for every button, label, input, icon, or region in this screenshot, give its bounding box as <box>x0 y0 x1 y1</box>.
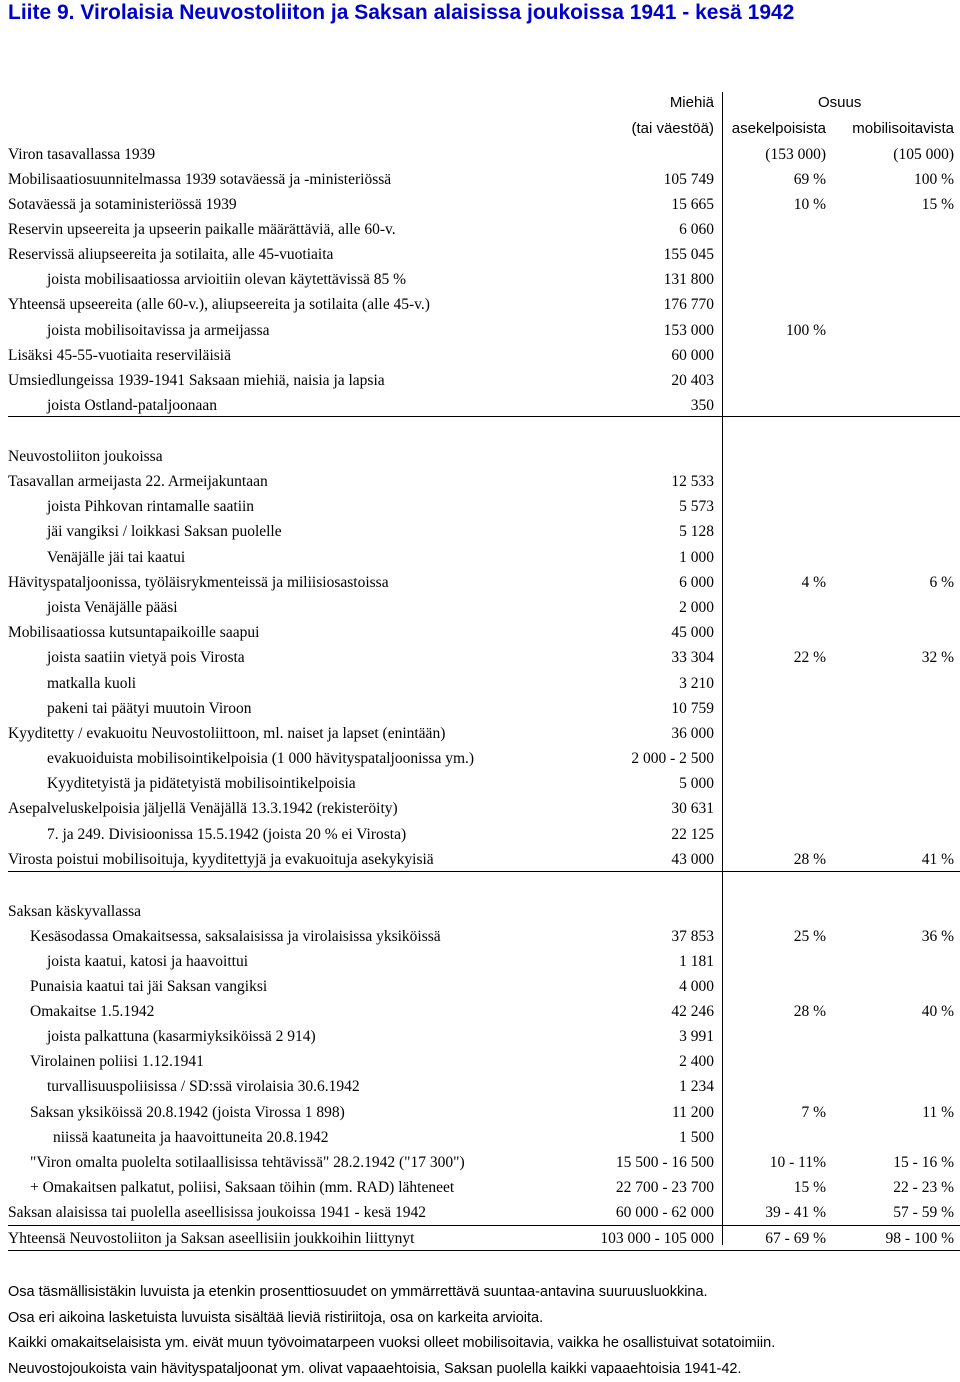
row-label: Virolainen poliisi 1.12.1941 <box>30 1052 204 1072</box>
armable-share: 10 - 11% <box>770 1153 826 1173</box>
row-label: evakuoiduista mobilisointikelpoisia (1 000 hävityspataljoonissa ym.) <box>47 749 474 769</box>
table-row <box>0 1178 960 1198</box>
table-row <box>0 952 960 972</box>
row-label: jäi vangiksi / loikkasi Saksan puolelle <box>47 522 282 542</box>
row-label: joista kaatui, katosi ja haavoittui <box>47 952 248 972</box>
row-label: Sotaväessä ja sotaministeriössä 1939 <box>8 195 237 215</box>
table-row <box>0 648 960 668</box>
men-value: 103 000 - 105 000 <box>600 1229 714 1249</box>
row-label: Mobilisaatiosuunnitelmassa 1939 sotaväessä ja -ministeriössä <box>8 170 391 190</box>
row-label: Reservin upseereita ja upseerin paikalle määrättäviä, alle 60-v. <box>8 220 396 240</box>
mobilizable-share: 36 % <box>922 927 954 947</box>
footnote: Osa täsmällisistäkin luvuista ja etenkin prosenttiosuudet on ymmärrettävä suuntaa-antavina suuruusluokkina. <box>8 1280 775 1306</box>
table-row <box>0 522 960 542</box>
men-value: 2 000 - 2 500 <box>631 749 714 769</box>
men-value: 5 128 <box>679 522 714 542</box>
row-label: Yhteensä Neuvostoliiton ja Saksan aseellisiin joukkoihin liittynyt <box>8 1229 414 1249</box>
header-men-sub: (tai väestöä) <box>631 120 714 137</box>
row-label: joista mobilisoitavissa ja armeijassa <box>47 321 270 341</box>
row-label: "Viron omalta puolelta sotilaallisissa tehtävissä" 28.2.1942 ("17 300") <box>30 1153 465 1173</box>
header-share: Osuus <box>818 94 861 111</box>
table-row <box>0 396 960 416</box>
row-label: joista saatiin vietyä pois Virosta <box>47 648 245 668</box>
table-row <box>0 674 960 694</box>
row-label: joista mobilisaatiossa arvioitiin olevan käytettävissä 85 % <box>47 270 406 290</box>
table-row <box>0 371 960 391</box>
mobilizable-share: 98 - 100 % <box>886 1229 954 1249</box>
armable-share: 69 % <box>794 170 826 190</box>
men-value: 22 700 - 23 700 <box>616 1178 714 1198</box>
row-label: Punaisia kaatui tai jäi Saksan vangiksi <box>30 977 267 997</box>
table-row <box>0 623 960 643</box>
men-value: 60 000 - 62 000 <box>616 1203 714 1223</box>
row-label: 7. ja 249. Divisioonissa 15.5.1942 (joista 20 % ei Virosta) <box>47 825 406 845</box>
men-value: 10 759 <box>671 699 714 719</box>
mobilizable-share: 32 % <box>922 648 954 668</box>
men-value: 3 210 <box>679 674 714 694</box>
table-row <box>0 1077 960 1097</box>
section-divider <box>8 1250 960 1251</box>
row-label: Kyyditetyistä ja pidätetyistä mobilisointikelpoisia <box>47 774 356 794</box>
mobilizable-share: 40 % <box>922 1002 954 1022</box>
men-value: 6 060 <box>679 220 714 240</box>
mobilizable-share: (105 000) <box>893 145 954 165</box>
armable-share: 15 % <box>794 1178 826 1198</box>
men-value: 350 <box>691 396 714 416</box>
footnotes <box>8 1280 775 1382</box>
men-value: 20 403 <box>671 371 714 391</box>
header-men: Miehiä <box>670 94 714 111</box>
mobilizable-share: 15 % <box>922 195 954 215</box>
men-value: 5 573 <box>679 497 714 517</box>
row-label: pakeni tai päätyi muutoin Viroon <box>47 699 252 719</box>
table-row <box>0 1052 960 1072</box>
men-value: 1 000 <box>679 548 714 568</box>
table-row <box>0 472 960 492</box>
men-value: 22 125 <box>671 825 714 845</box>
mobilizable-share: 22 - 23 % <box>893 1178 954 1198</box>
footnote: Neuvostojoukoista vain hävityspataljoonat ym. olivat vapaaehtoisia, Saksan puolella kaikki vapaaehtoisia 1941-42. <box>8 1357 775 1382</box>
armable-share: 100 % <box>786 321 826 341</box>
table-row <box>0 1027 960 1047</box>
header-mobilizable: mobilisoitavista <box>852 120 954 137</box>
men-value: 42 246 <box>671 1002 714 1022</box>
armable-share: 28 % <box>794 850 826 870</box>
table-row <box>0 724 960 744</box>
mobilizable-share: 11 % <box>922 1103 954 1123</box>
mobilizable-share: 57 - 59 % <box>893 1203 954 1223</box>
row-label: joista Venäjälle pääsi <box>47 598 178 618</box>
table-row <box>0 295 960 315</box>
men-value: 176 770 <box>664 295 714 315</box>
table-row <box>0 598 960 618</box>
row-label: Kyyditetty / evakuoitu Neuvostoliittoon, ml. naiset ja lapset (enintään) <box>8 724 445 744</box>
mobilizable-share: 6 % <box>929 573 954 593</box>
table-row <box>0 245 960 265</box>
header-armable: asekelpoisista <box>732 120 826 137</box>
table-row <box>0 927 960 947</box>
section-heading <box>0 902 960 922</box>
row-label: Saksan alaisissa tai puolella aseellisissa joukoissa 1941 - kesä 1942 <box>8 1203 426 1223</box>
armable-share: 7 % <box>801 1103 826 1123</box>
table-row <box>0 573 960 593</box>
armable-share: 28 % <box>794 1002 826 1022</box>
armable-share: (153 000) <box>765 145 826 165</box>
row-label: joista Pihkovan rintamalle saatiin <box>47 497 254 517</box>
table-row <box>0 195 960 215</box>
table-row <box>0 1103 960 1123</box>
table-row <box>0 321 960 341</box>
men-value: 43 000 <box>671 850 714 870</box>
table-row <box>0 1203 960 1223</box>
armable-share: 25 % <box>794 927 826 947</box>
row-label: Mobilisaatiossa kutsuntapaikoille saapui <box>8 623 259 643</box>
men-value: 155 045 <box>664 245 714 265</box>
table-row <box>0 548 960 568</box>
row-label: Omakaitse 1.5.1942 <box>30 1002 154 1022</box>
table-row <box>0 1128 960 1148</box>
row-label: Hävityspataljoonissa, työläisrykmenteissä ja miliisiosastoissa <box>8 573 389 593</box>
mobilizable-share: 41 % <box>922 850 954 870</box>
table-row <box>0 346 960 366</box>
row-label: niissä kaatuneita ja haavoittuneita 20.8.1942 <box>53 1128 328 1148</box>
men-value: 33 304 <box>671 648 714 668</box>
row-label: Tasavallan armeijasta 22. Armeijakuntaan <box>8 472 268 492</box>
row-label: Neuvostoliiton joukoissa <box>8 447 163 467</box>
men-value: 5 000 <box>679 774 714 794</box>
section-divider <box>8 871 960 872</box>
men-value: 1 234 <box>679 1077 714 1097</box>
table-row <box>0 497 960 517</box>
section-divider <box>8 416 960 417</box>
mobilizable-share: 100 % <box>914 170 954 190</box>
row-label: joista palkattuna (kasarmiyksiköissä 2 914) <box>47 1027 316 1047</box>
page-title: Liite 9. Virolaisia Neuvostoliiton ja Saksan alaisissa joukoissa 1941 - kesä 1942 <box>8 1 794 25</box>
men-value: 105 749 <box>664 170 714 190</box>
men-value: 3 991 <box>679 1027 714 1047</box>
row-label: matkalla kuoli <box>47 674 136 694</box>
table-row <box>0 170 960 190</box>
row-label: Venäjälle jäi tai kaatui <box>47 548 185 568</box>
men-value: 30 631 <box>671 799 714 819</box>
men-value: 4 000 <box>679 977 714 997</box>
mobilizable-share: 15 - 16 % <box>893 1153 954 1173</box>
row-label: Saksan yksiköissä 20.8.1942 (joista Virossa 1 898) <box>30 1103 345 1123</box>
row-label: Asepalveluskelpoisia jäljellä Venäjällä 13.3.1942 (rekisteröity) <box>8 799 398 819</box>
armable-share: 39 - 41 % <box>765 1203 826 1223</box>
table-row <box>0 1153 960 1173</box>
row-label: + Omakaitsen palkatut, poliisi, Saksaan töihin (mm. RAD) lähteneet <box>30 1178 454 1198</box>
section-divider <box>8 1225 960 1226</box>
table-row <box>0 145 960 165</box>
men-value: 45 000 <box>671 623 714 643</box>
men-value: 1 500 <box>679 1128 714 1148</box>
men-value: 36 000 <box>671 724 714 744</box>
table-row <box>0 825 960 845</box>
men-value: 131 800 <box>664 270 714 290</box>
row-label: Virosta poistui mobilisoituja, kyyditettyjä ja evakuoituja asekykyisiä <box>8 850 434 870</box>
row-label: Saksan käskyvallassa <box>8 902 141 922</box>
armable-share: 22 % <box>794 648 826 668</box>
table-row <box>0 850 960 870</box>
row-label: Reservissä aliupseereita ja sotilaita, alle 45-vuotiaita <box>8 245 333 265</box>
armable-share: 67 - 69 % <box>765 1229 826 1249</box>
table-row <box>0 749 960 769</box>
men-value: 11 200 <box>672 1103 714 1123</box>
men-value: 2 000 <box>679 598 714 618</box>
row-label: Umsiedlungeissa 1939-1941 Saksaan miehiä, naisia ja lapsia <box>8 371 385 391</box>
armable-share: 10 % <box>794 195 826 215</box>
men-value: 37 853 <box>671 927 714 947</box>
row-label: joista Ostland-pataljoonaan <box>47 396 217 416</box>
men-value: 153 000 <box>664 321 714 341</box>
table-row <box>0 270 960 290</box>
table-row <box>0 977 960 997</box>
row-label: Yhteensä upseereita (alle 60-v.), aliupseereita ja sotilaita (alle 45-v.) <box>8 295 430 315</box>
row-label: turvallisuuspoliisissa / SD:ssä virolaisia 30.6.1942 <box>47 1077 360 1097</box>
footnote: Kaikki omakaitselaisista ym. eivät muun työvoimatarpeen vuoksi olleet mobilisoitavia, vaikka he osallistuivat sotatoimiin. <box>8 1331 775 1357</box>
section-heading <box>0 447 960 467</box>
table-row <box>0 220 960 240</box>
table-row <box>0 1229 960 1249</box>
men-value: 6 000 <box>679 573 714 593</box>
men-value: 2 400 <box>679 1052 714 1072</box>
men-value: 60 000 <box>671 346 714 366</box>
row-label: Lisäksi 45-55-vuotiaita reserviläisiä <box>8 346 231 366</box>
men-value: 1 181 <box>679 952 714 972</box>
footnote: Osa eri aikoina lasketuista luvuista sisältää lieviä ristiriitoja, osa on karkeita arvioita. <box>8 1306 775 1332</box>
table-row <box>0 799 960 819</box>
men-value: 15 665 <box>671 195 714 215</box>
armable-share: 4 % <box>801 573 826 593</box>
men-value: 12 533 <box>671 472 714 492</box>
table-row <box>0 699 960 719</box>
men-value: 15 500 - 16 500 <box>616 1153 714 1173</box>
row-label: Kesäsodassa Omakaitsessa, saksalaisissa ja virolaisissa yksiköissä <box>30 927 441 947</box>
table-row <box>0 1002 960 1022</box>
row-label: Viron tasavallassa 1939 <box>8 145 155 165</box>
table-row <box>0 774 960 794</box>
